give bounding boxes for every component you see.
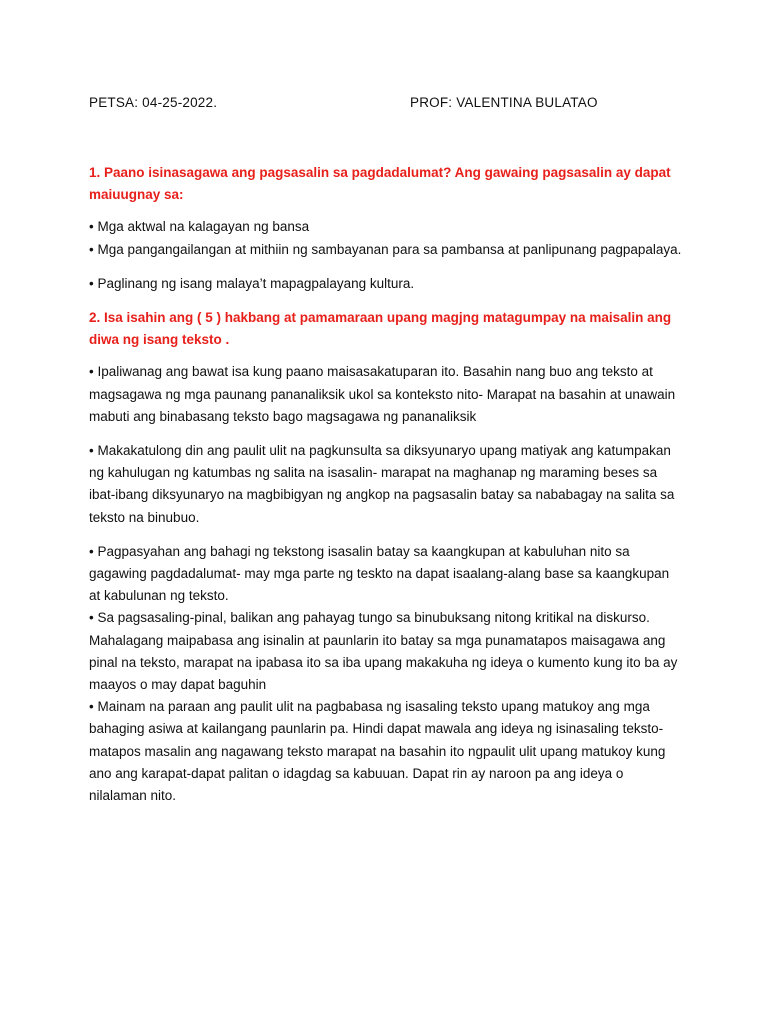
q1-bullet-3: • Paglinang ng isang malaya’t mapagpalayang kultura. (89, 275, 415, 291)
question-1: 1. Paano isinasagawa ang pagsasalin sa pagdadalumat? Ang gawaing pagsasalin ay dapat maiuugnay sa: (89, 165, 671, 203)
q2-bullet-2: • Makakatulong din ang paulit ulit na pagkunsulta sa diksyunaryo upang matiyak ang katumpakan ng kahulugan ng katumbas ng salita na isasalin- marapat na maghanap ng maraming beses sa ibat-ibang diksyunaryo na magbibigyan ng angkop na pagsasalin batay sa nababagay na salita sa teksto na binubuo. (89, 443, 675, 525)
q1-bullet-2: • Mga pangangailangan at mithiin ng sambayanan para sa pambansa at panlipunang pagpapalaya. (89, 241, 682, 257)
q2-bullet-5: • Mainam na paraan ang paulit ulit na pagbabasa ng isasaling teksto upang matukoy ang mga bahaging asiwa at kailangang paunlarin pa. Hindi dapat mawala ang ideya ng isinasaling teksto-matapos masalin ang nagawang teksto marapat na basahin ito ngpaulit ulit upang matukoy kung ano ang karapat-dapat palitan o idagdag sa kabuuan. Dapat rin ay naroon pa ang ideya o nilalaman nito. (89, 699, 666, 804)
q1-bullet-1: • Mga aktwal na kalagayan ng bansa (89, 219, 310, 235)
q2-bullet-4: • Sa pagsasaling-pinal, balikan ang pahayag tungo sa binubuksang nitong kritikal na diskurso. Mahalagang maipabasa ang isinalin at paunlarin ito batay sa mga punamatapos maisagawa ang pinal na teksto, marapat na ipabasa ito sa iba upang makakuha ng ideya o kumento kung ito ba ay maayos o may dapat baguhin (89, 610, 678, 693)
document-body (89, 162, 684, 807)
q2-bullet-3: • Pagpasyahan ang bahagi ng tekstong isasalin batay sa kaangkupan at kabuluhan nito sa gagawing pagdadalumat- may mga parte ng teskto na dapat isaalang-alang base sa kaangkupan at kabulunan ng teksto. (89, 543, 670, 604)
q2-bullet-1: • Ipaliwanag ang bawat isa kung paano maisasakatuparan ito. Basahin nang buo ang teksto at magsagawa ng mga paunang pananaliksik ukol sa konteksto nito- Marapat na basahin at unawain mabuti ang binabasang teksto bago magsagawa ng pananaliksik (89, 364, 676, 424)
question-2: 2. Isa isahin ang ( 5 ) hakbang at pamamaraan upang magjng matagumpay na maisalin ang diwa ng isang teksto . (89, 310, 672, 348)
professor-label: PROF: VALENTINA BULATAO (410, 95, 598, 110)
date-label: PETSA: 04-25-2022. (89, 95, 218, 110)
